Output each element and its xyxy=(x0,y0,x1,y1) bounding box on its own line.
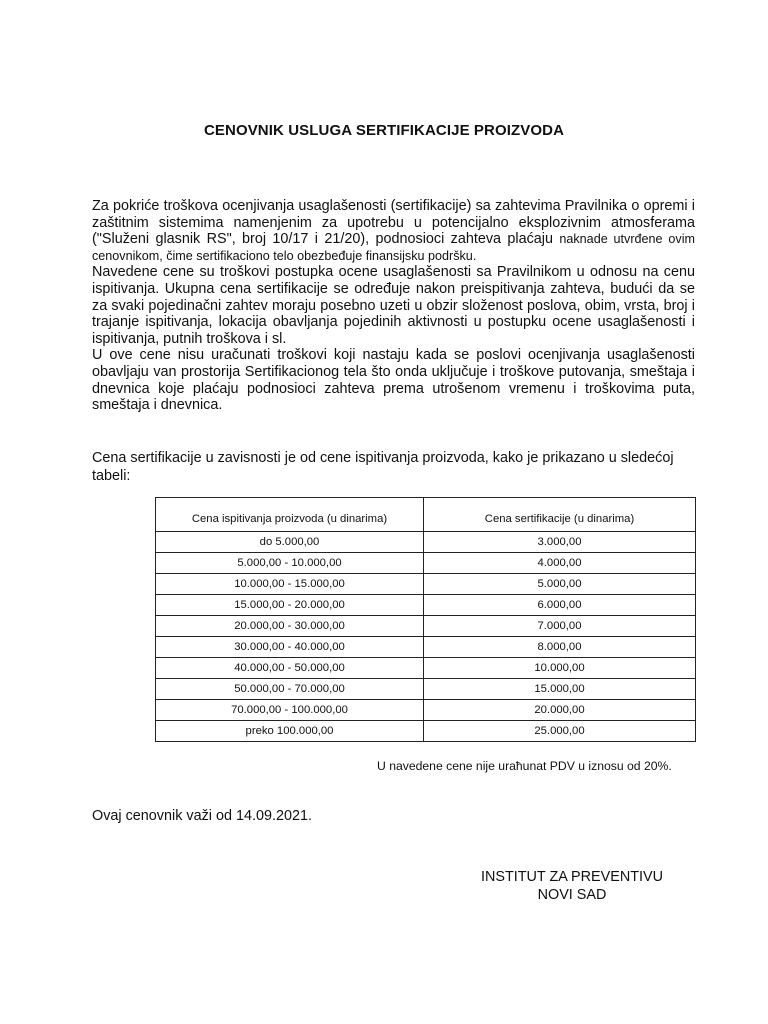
table-row xyxy=(156,574,696,595)
cert-price-cell: 10.000,00 xyxy=(424,658,696,679)
signature-block xyxy=(472,869,672,904)
test-price-cell: 50.000,00 - 70.000,00 xyxy=(156,679,424,700)
cert-price-cell: 6.000,00 xyxy=(424,595,696,616)
price-table xyxy=(155,497,696,742)
paragraph-2: Navedene cene su troškovi postupka ocene usaglašenosti sa Pravilnikom u odnosu na cenu ispitivanja. Ukupna cena sertifikacije se određuje nakon preispitivanja zahteva, budući da se za svaki pojedinačni zahtev moraju posebno uzeti u obzir složenost poslova, obim, vrsta, broj i trajanje ispitivanja, lokacija obavljanja pojedinih aktivnosti u postupku ocene usaglašenosti i ispitivanja, putnih troškova i sl. xyxy=(92,264,695,347)
document-title: CENOVNIK USLUGA SERTIFIKACIJE PROIZVODA xyxy=(203,122,565,139)
test-price-cell: 40.000,00 - 50.000,00 xyxy=(156,658,424,679)
table-row xyxy=(156,616,696,637)
table-row xyxy=(156,658,696,679)
table-intro: Cena sertifikacije u zavisnosti je od cene ispitivanja proizvoda, kako je prikazano u sledećoj tabeli: xyxy=(92,450,674,484)
paragraph-1-small: naknade utvrđene ovim cenovnikom, čime sertifikaciono telo obezbeđuje finansijsku podršku. xyxy=(92,232,696,263)
test-price-cell: 5.000,00 - 10.000,00 xyxy=(156,553,424,574)
paragraph-3: U ove cene nisu uračunati troškovi koji nastaju kada se poslovi ocenjivanja usaglašenosti obavljaju van prostorija Sertifikacionog tela što onda uključuje i troškove putovanja, smeštaja i dnevnica koje plaćaju podnosioci zahteva prema utrošenom vremenu i troškovima puta, smeštaja i dnevnica. xyxy=(92,347,695,414)
signature-institution: INSTITUT ZA PREVENTIVU xyxy=(480,869,664,885)
test-price-cell: 15.000,00 - 20.000,00 xyxy=(156,595,424,616)
table-row xyxy=(156,553,696,574)
test-price-cell: 20.000,00 - 30.000,00 xyxy=(156,616,424,637)
test-price-cell: 70.000,00 - 100.000,00 xyxy=(156,700,424,721)
table-row xyxy=(156,637,696,658)
cert-price-cell: 8.000,00 xyxy=(424,637,696,658)
table-row xyxy=(156,532,696,553)
header-cert-price: Cena sertifikacije (u dinarima) xyxy=(424,498,696,532)
table-row xyxy=(156,679,696,700)
signature-city: NOVI SAD xyxy=(537,886,607,903)
cert-price-cell: 7.000,00 xyxy=(424,616,696,637)
cert-price-cell: 25.000,00 xyxy=(424,721,696,742)
validity-statement: Ovaj cenovnik važi od 14.09.2021. xyxy=(92,808,312,824)
test-price-cell: 10.000,00 - 15.000,00 xyxy=(156,574,424,595)
paragraph-body xyxy=(92,198,695,414)
cert-price-cell: 20.000,00 xyxy=(424,700,696,721)
header-test-price: Cena ispitivanja proizvoda (u dinarima) xyxy=(156,498,424,532)
table-header-row xyxy=(156,498,696,532)
test-price-cell: 30.000,00 - 40.000,00 xyxy=(156,637,424,658)
vat-note: U navedene cene nije uraћunat PDV u iznosu od 20%. xyxy=(377,759,672,773)
test-price-cell: do 5.000,00 xyxy=(156,532,424,553)
table-row xyxy=(156,721,696,742)
cert-price-cell: 15.000,00 xyxy=(424,679,696,700)
test-price-cell: preko 100.000,00 xyxy=(156,721,424,742)
table-row xyxy=(156,700,696,721)
cert-price-cell: 3.000,00 xyxy=(424,532,696,553)
table-row xyxy=(156,595,696,616)
cert-price-cell: 4.000,00 xyxy=(424,553,696,574)
cert-price-cell: 5.000,00 xyxy=(424,574,696,595)
paragraph-1-main: Za pokriće troškova ocenjivanja usaglašenosti (sertifikacije) sa zahtevima Pravilnika o opremi i zaštitnim sistemima namenjenim za upotrebu u potencijalno eksplozivnim atmosferama ("Služeni glasnik RS", broj 10/17 i 21/20), podnosioci zahteva plaćaju xyxy=(92,198,695,248)
